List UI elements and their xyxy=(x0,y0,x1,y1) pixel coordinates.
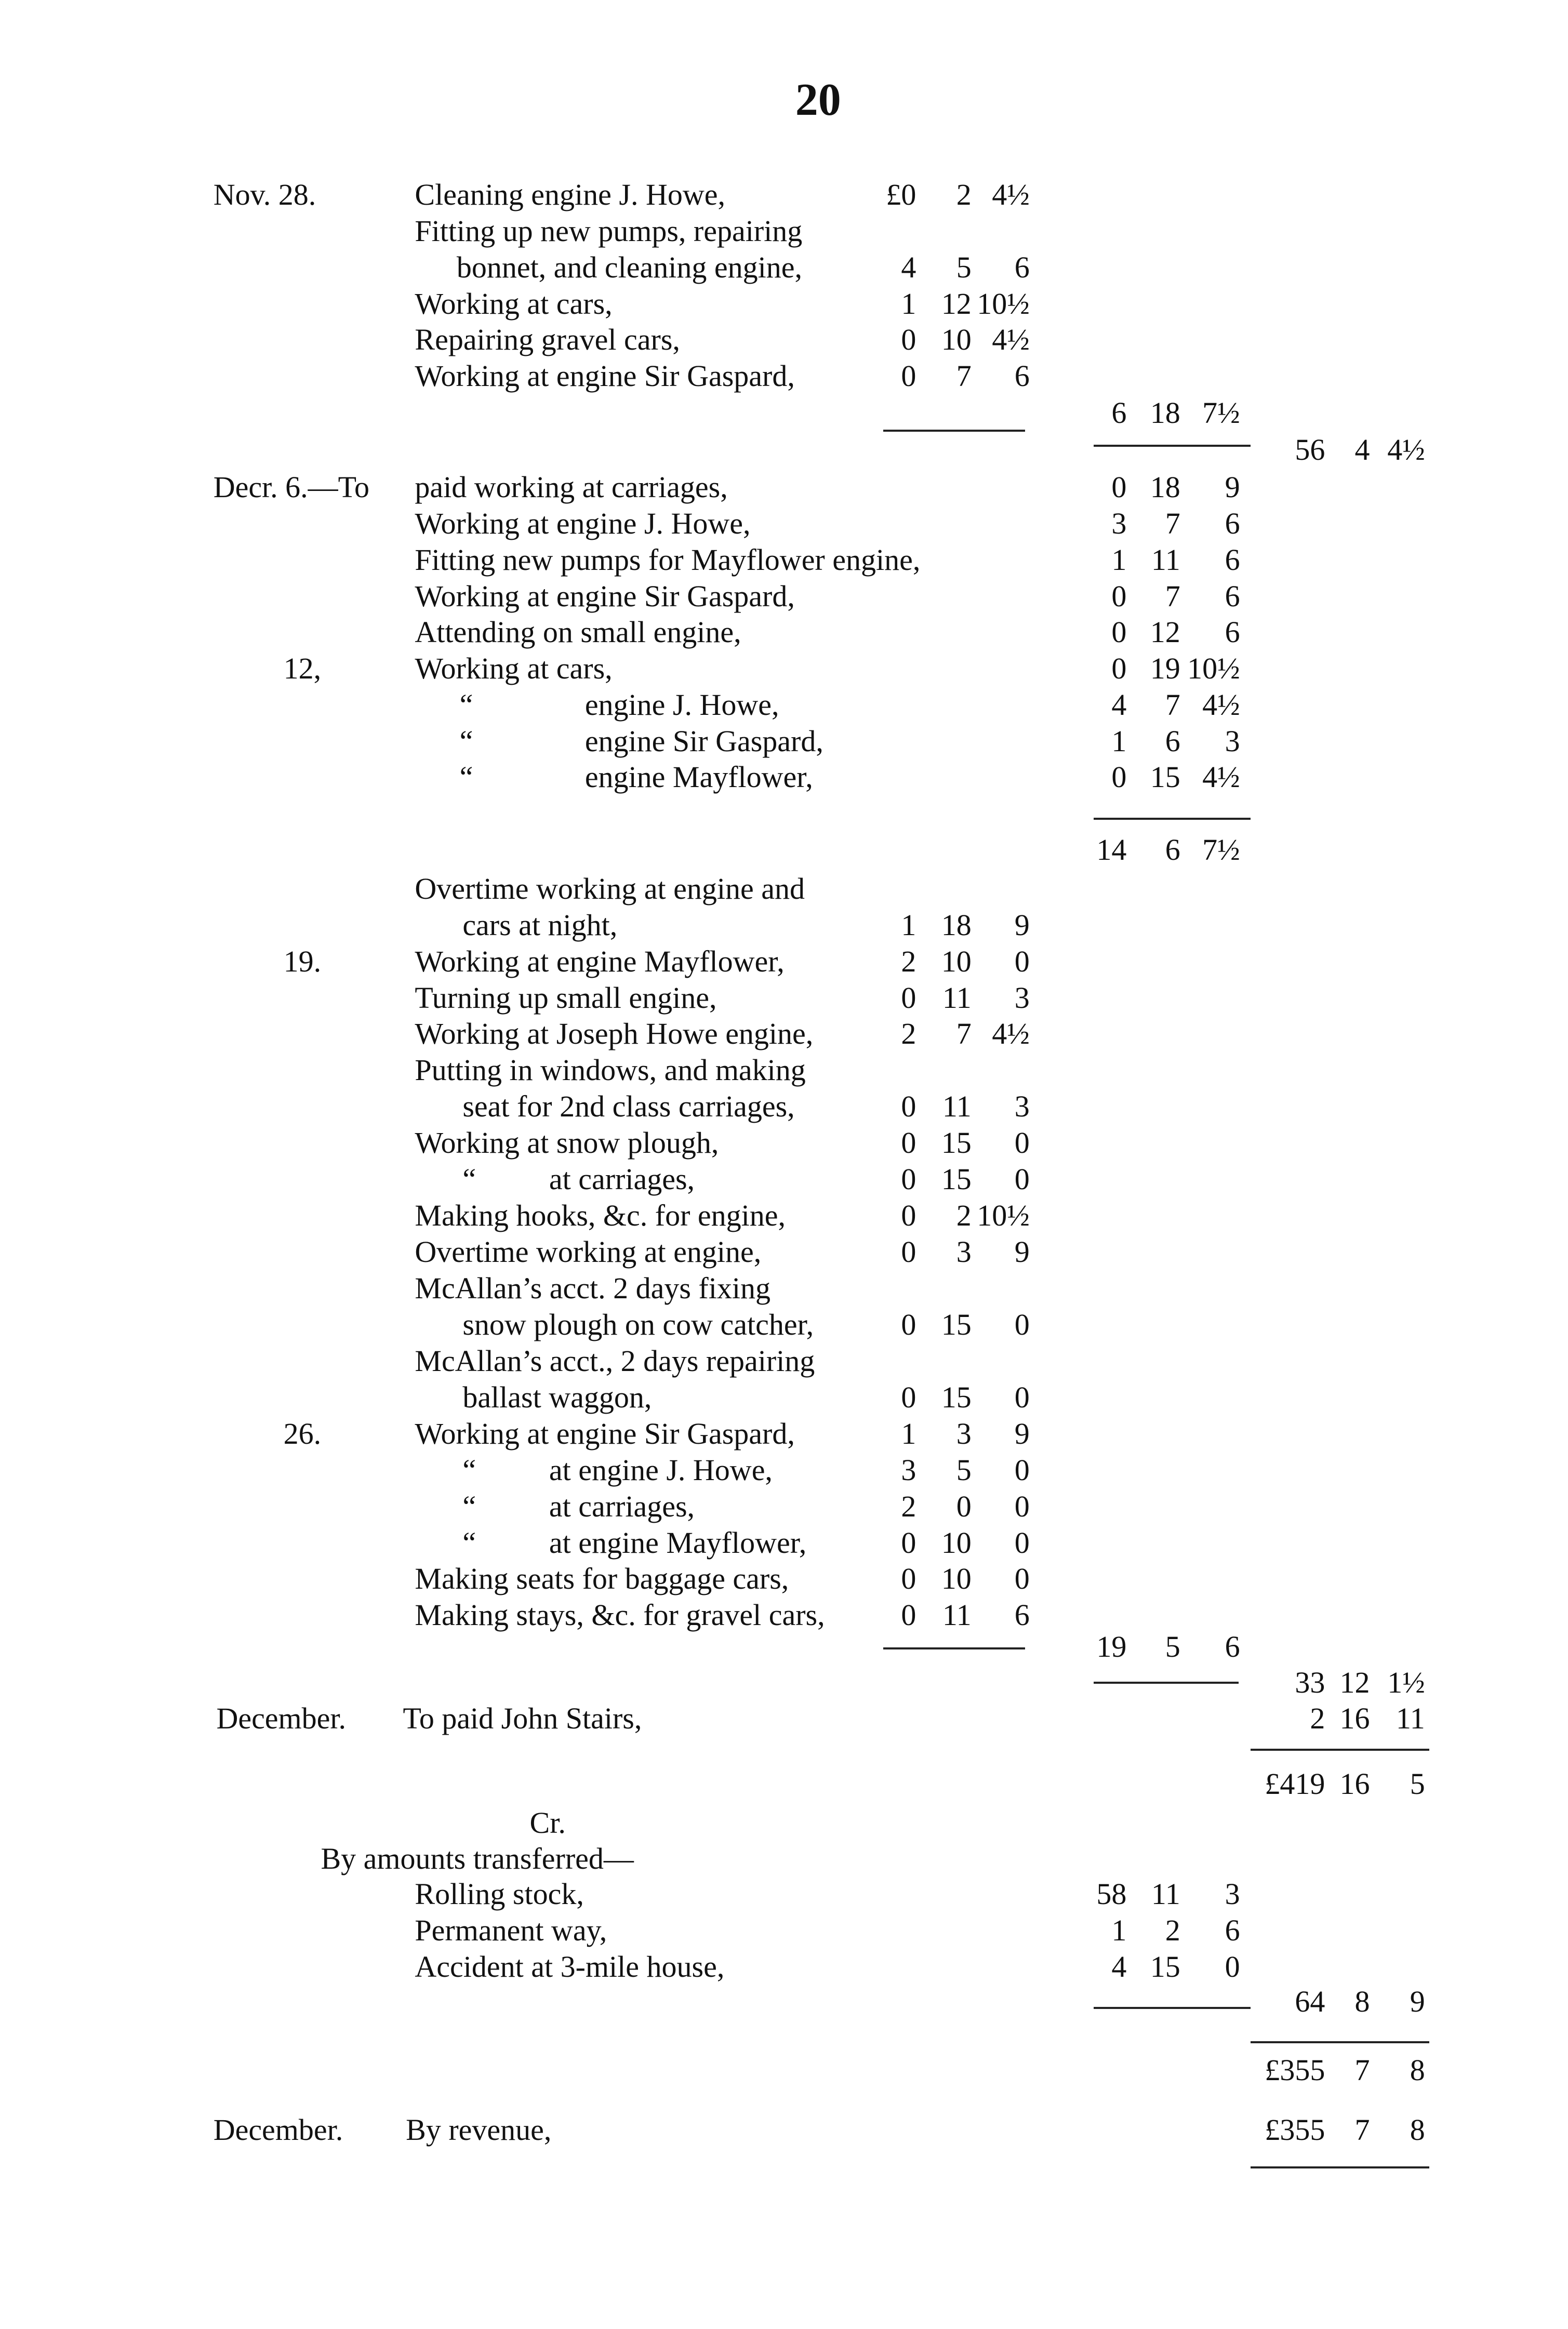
entry-amount-pounds: 2 xyxy=(1310,1701,1325,1735)
entry-amount-pence: 0 xyxy=(1014,1307,1030,1341)
entry-amount-pounds: 0 xyxy=(901,1162,916,1196)
entry-date: 26. xyxy=(283,1416,322,1450)
entry-amount-pounds: 2 xyxy=(901,944,916,978)
entry-label: seat for 2nd class carriages, xyxy=(462,1089,795,1124)
entry-amount-pence: 6 xyxy=(1014,359,1030,393)
entry-amount-pence: 9 xyxy=(1225,470,1240,504)
entry-amount-pounds: 0 xyxy=(1111,651,1127,686)
ditto-mark: “ xyxy=(462,1162,476,1196)
total-rule xyxy=(1251,1749,1430,1751)
entry-amount-shillings: 6 xyxy=(1165,724,1180,758)
grand-total-pounds: £419 xyxy=(1265,1766,1325,1801)
entry-amount-pence: 6 xyxy=(1014,250,1030,284)
entry-label: Working at cars, xyxy=(415,651,613,686)
entry-amount-shillings: 5 xyxy=(956,250,972,284)
entry-amount-pounds: 4 xyxy=(1111,687,1127,722)
total-amount-pounds: 56 xyxy=(1295,433,1325,467)
entry-label: at carriages, xyxy=(549,1162,695,1196)
entry-amount-pounds: 0 xyxy=(901,1525,916,1560)
entry-amount-shillings: 11 xyxy=(1151,542,1180,577)
entry-amount-pounds: 2 xyxy=(901,1489,916,1523)
entry-amount-pence: 0 xyxy=(1014,1126,1030,1160)
total-amount-shillings: 8 xyxy=(1354,1985,1370,2019)
total-rule xyxy=(1251,2041,1430,2043)
entry-amount-pence: 9 xyxy=(1014,1235,1030,1269)
entry-amount-shillings: 10 xyxy=(941,1525,972,1560)
entry-amount-pounds: 4 xyxy=(1111,1950,1127,1984)
entry-amount-pence: 10½ xyxy=(977,1199,1030,1233)
entry-amount-shillings: 11 xyxy=(942,1598,972,1632)
entry-label: Making hooks, &c. for engine, xyxy=(415,1199,786,1233)
entry-label: McAllan’s acct., 2 days repairing xyxy=(415,1343,815,1378)
entry-amount-pounds: 0 xyxy=(1111,760,1127,794)
entry-amount-shillings: 11 xyxy=(1151,1877,1180,1911)
entry-label: Working at Joseph Howe engine, xyxy=(415,1017,814,1051)
entry-amount-pence: 6 xyxy=(1225,615,1240,649)
entry-label: Rolling stock, xyxy=(415,1877,584,1911)
entry-amount-pence: 4½ xyxy=(992,1017,1030,1051)
entry-amount-pounds: 0 xyxy=(1111,470,1127,504)
entry-amount-pence: 0 xyxy=(1014,1525,1030,1560)
entry-amount-pounds: 3 xyxy=(1111,506,1127,540)
entry-amount-shillings: 15 xyxy=(1150,1950,1180,1984)
entry-amount-pence: 0 xyxy=(1014,1489,1030,1523)
entry-amount-shillings: 2 xyxy=(1165,1913,1180,1948)
entry-amount-shillings: 3 xyxy=(956,1416,972,1450)
subtotal-amount-shillings: 6 xyxy=(1165,833,1180,867)
entry-amount-pounds: 0 xyxy=(901,980,916,1015)
entry-label: at carriages, xyxy=(549,1489,695,1523)
entry-amount-pence: 3 xyxy=(1014,1089,1030,1124)
entry-label: engine Sir Gaspard, xyxy=(584,724,823,758)
total-amount-pence: 4½ xyxy=(1387,433,1425,467)
entry-amount-shillings: 5 xyxy=(956,1453,972,1487)
entry-label: Attending on small engine, xyxy=(415,615,741,649)
entry-amount-shillings: 2 xyxy=(956,178,972,212)
entry-amount-pence: 6 xyxy=(1014,1598,1030,1632)
entry-amount-shillings: 11 xyxy=(942,980,972,1015)
entry-amount-pence: 0 xyxy=(1014,1162,1030,1196)
entry-label: Accident at 3-mile house, xyxy=(415,1950,725,1984)
entry-amount-pence: 0 xyxy=(1014,1380,1030,1414)
entry-amount-shillings: 15 xyxy=(941,1126,972,1160)
entry-label: Working at engine Sir Gaspard, xyxy=(415,579,795,613)
entry-amount-pounds: 0 xyxy=(901,1380,916,1414)
entry-amount-pence: 10½ xyxy=(977,286,1030,321)
entry-label: Working at engine Sir Gaspard, xyxy=(415,359,795,393)
entry-label: Overtime working at engine, xyxy=(415,1235,762,1269)
entry-label: Making seats for baggage cars, xyxy=(415,1562,789,1596)
entry-amount-pence: 6 xyxy=(1225,506,1240,540)
total-amount-pence: 9 xyxy=(1410,1985,1425,2019)
entry-amount-pence: 0 xyxy=(1014,1562,1030,1596)
entry-amount-pounds: 0 xyxy=(1111,615,1127,649)
entry-label: bonnet, and cleaning engine, xyxy=(456,250,802,284)
entry-amount-shillings: 7 xyxy=(1165,506,1180,540)
entry-amount-pence: 0 xyxy=(1225,1950,1240,1984)
entry-amount-pence: 3 xyxy=(1225,724,1240,758)
subtotal-amount-pounds: 19 xyxy=(1096,1629,1127,1663)
total-rule xyxy=(1094,1682,1239,1684)
entry-label: By revenue, xyxy=(406,2113,552,2147)
entry-amount-pounds: 1 xyxy=(901,908,916,942)
entry-amount-pounds: 0 xyxy=(901,1307,916,1341)
entry-amount-pence: 11 xyxy=(1396,1701,1425,1735)
entry-amount-shillings: 10 xyxy=(941,323,972,357)
entry-amount-shillings: 15 xyxy=(941,1380,972,1414)
total-amount-pence: 1½ xyxy=(1387,1665,1425,1699)
grand-total-pence: 5 xyxy=(1410,1766,1425,1801)
ditto-mark: “ xyxy=(459,760,473,794)
entry-date: December. xyxy=(216,1701,347,1735)
entry-amount-shillings: 7 xyxy=(1165,687,1180,722)
entry-amount-pence: 4½ xyxy=(992,178,1030,212)
subtotal-amount-pounds: 14 xyxy=(1096,833,1127,867)
entry-date: Decr. 6.—To xyxy=(213,470,370,504)
entry-amount-shillings: 18 xyxy=(1150,470,1180,504)
entry-amount-shillings: 10 xyxy=(941,944,972,978)
entry-amount-pounds: 4 xyxy=(901,250,916,284)
total-rule xyxy=(1094,445,1251,447)
entry-amount-shillings: 18 xyxy=(941,908,972,942)
entry-amount-shillings: 0 xyxy=(956,1489,972,1523)
ditto-mark: “ xyxy=(462,1525,476,1560)
subtotal-amount-pence: 6 xyxy=(1225,1629,1240,1663)
ditto-mark: “ xyxy=(462,1453,476,1487)
entry-amount-shillings: 15 xyxy=(1150,760,1180,794)
entry-amount-pounds: 3 xyxy=(901,1453,916,1487)
entry-label: cars at night, xyxy=(462,908,618,942)
entry-label: at engine Mayflower, xyxy=(549,1525,807,1560)
total-amount-shillings: 4 xyxy=(1354,433,1370,467)
entry-amount-pence: 4½ xyxy=(992,323,1030,357)
net-amount-pence: 8 xyxy=(1410,2053,1425,2087)
entry-label: engine Mayflower, xyxy=(584,760,813,794)
entry-amount-pence: 9 xyxy=(1014,908,1030,942)
entry-amount-pounds: 0 xyxy=(901,1598,916,1632)
subtotal-amount-pence: 7½ xyxy=(1202,833,1240,867)
entry-amount-pence: 0 xyxy=(1014,1453,1030,1487)
entry-label: McAllan’s acct. 2 days fixing xyxy=(415,1271,770,1305)
entry-amount-pounds: 0 xyxy=(901,323,916,357)
entry-label: Making stays, &c. for gravel cars, xyxy=(415,1598,825,1632)
entry-amount-pounds: 58 xyxy=(1096,1877,1127,1911)
entry-amount-pence: 9 xyxy=(1014,1416,1030,1450)
entry-amount-shillings: 7 xyxy=(956,1017,972,1051)
entry-label: To paid John Stairs, xyxy=(403,1701,642,1735)
final-rule xyxy=(1251,2166,1430,2168)
entry-label: Working at snow plough, xyxy=(415,1126,719,1160)
entry-label: at engine J. Howe, xyxy=(549,1453,773,1487)
entry-amount-shillings: 11 xyxy=(942,1089,972,1124)
entry-label: Fitting up new pumps, repairing xyxy=(415,214,803,248)
entry-amount-pounds: 1 xyxy=(901,286,916,321)
entry-amount-pence: 4½ xyxy=(1202,760,1240,794)
entry-amount-pence: 8 xyxy=(1410,2113,1425,2147)
subtotal-amount-pounds: 6 xyxy=(1111,395,1127,430)
entry-amount-pounds: 0 xyxy=(901,1562,916,1596)
subtotal-amount-shillings: 18 xyxy=(1150,395,1180,430)
entry-amount-pounds: 1 xyxy=(1111,724,1127,758)
entry-amount-pounds: 0 xyxy=(901,1199,916,1233)
entry-date: 19. xyxy=(283,944,322,978)
subtotal-rule xyxy=(883,1647,1025,1649)
entry-amount-shillings: 7 xyxy=(1354,2113,1370,2147)
entry-amount-shillings: 15 xyxy=(941,1162,972,1196)
entry-label: Working at cars, xyxy=(415,286,613,321)
entry-label: ballast waggon, xyxy=(462,1380,652,1414)
entry-label: Permanent way, xyxy=(415,1913,607,1948)
net-amount-pounds: £355 xyxy=(1265,2053,1325,2087)
subtotal-rule xyxy=(883,430,1025,432)
page-number: 20 xyxy=(795,75,841,126)
total-amount-pounds: 33 xyxy=(1295,1665,1325,1699)
entry-amount-pounds: 0 xyxy=(901,1126,916,1160)
entry-amount-pounds: 2 xyxy=(901,1017,916,1051)
entry-amount-pounds: 0 xyxy=(1111,579,1127,613)
entry-amount-pence: 3 xyxy=(1014,980,1030,1015)
entry-amount-pence: 4½ xyxy=(1202,687,1240,722)
entry-label: Putting in windows, and making xyxy=(415,1053,806,1087)
entry-label: Turning up small engine, xyxy=(415,980,717,1015)
entry-label: Repairing gravel cars, xyxy=(415,323,680,357)
entry-amount-pence: 6 xyxy=(1225,1913,1240,1948)
entry-amount-pounds: 0 xyxy=(901,1235,916,1269)
net-amount-shillings: 7 xyxy=(1354,2053,1370,2087)
entry-date: December. xyxy=(213,2113,343,2147)
entry-amount-pounds: 1 xyxy=(1111,542,1127,577)
entry-label: Cleaning engine J. Howe, xyxy=(415,178,725,212)
entry-amount-pence: 10½ xyxy=(1187,651,1240,686)
entry-label: Working at engine J. Howe, xyxy=(415,506,751,540)
entry-label: Working at engine Mayflower, xyxy=(415,944,785,978)
total-amount-shillings: 12 xyxy=(1339,1665,1370,1699)
entry-label: paid working at carriages, xyxy=(415,470,728,504)
entry-amount-shillings: 7 xyxy=(1165,579,1180,613)
entry-date: Nov. 28. xyxy=(213,178,316,212)
subtotal-amount-pence: 7½ xyxy=(1202,395,1240,430)
entry-amount-pence: 6 xyxy=(1225,542,1240,577)
entry-amount-pounds: 1 xyxy=(1111,1913,1127,1948)
entry-amount-pounds: 1 xyxy=(901,1416,916,1450)
entry-label: Fitting new pumps for Mayflower engine, xyxy=(415,542,921,577)
entry-amount-pounds: 0 xyxy=(901,1089,916,1124)
ditto-mark: “ xyxy=(462,1489,476,1523)
entry-amount-pence: 0 xyxy=(1014,944,1030,978)
total-amount-pounds: 64 xyxy=(1295,1985,1325,2019)
entry-amount-shillings: 15 xyxy=(941,1307,972,1341)
entry-amount-shillings: 16 xyxy=(1339,1701,1370,1735)
entry-amount-shillings: 12 xyxy=(1150,615,1180,649)
subtotal-amount-shillings: 5 xyxy=(1165,1629,1180,1663)
entry-amount-pence: 6 xyxy=(1225,579,1240,613)
entry-amount-pounds: £355 xyxy=(1265,2113,1325,2147)
entry-amount-shillings: 7 xyxy=(956,359,972,393)
entry-amount-pounds: £0 xyxy=(886,178,916,212)
entry-label: Working at engine Sir Gaspard, xyxy=(415,1416,795,1450)
entry-label: Overtime working at engine and xyxy=(415,871,805,906)
subtotal-rule xyxy=(1094,818,1251,820)
grand-total-shillings: 16 xyxy=(1339,1766,1370,1801)
entry-amount-shillings: 12 xyxy=(941,286,972,321)
entry-amount-shillings: 10 xyxy=(941,1562,972,1596)
entry-amount-shillings: 3 xyxy=(956,1235,972,1269)
credit-heading: Cr. xyxy=(529,1805,566,1840)
entry-amount-shillings: 19 xyxy=(1150,651,1180,686)
ditto-mark: “ xyxy=(459,687,473,722)
entry-amount-pence: 3 xyxy=(1225,1877,1240,1911)
entry-amount-pounds: 0 xyxy=(901,359,916,393)
entry-label: snow plough on cow catcher, xyxy=(462,1307,814,1341)
entry-label: engine J. Howe, xyxy=(584,687,779,722)
subtotal-rule xyxy=(1094,2007,1251,2009)
ditto-mark: “ xyxy=(459,724,473,758)
entry-label: By amounts transferred— xyxy=(321,1841,634,1875)
entry-amount-shillings: 2 xyxy=(956,1199,972,1233)
entry-date: 12, xyxy=(283,651,322,686)
